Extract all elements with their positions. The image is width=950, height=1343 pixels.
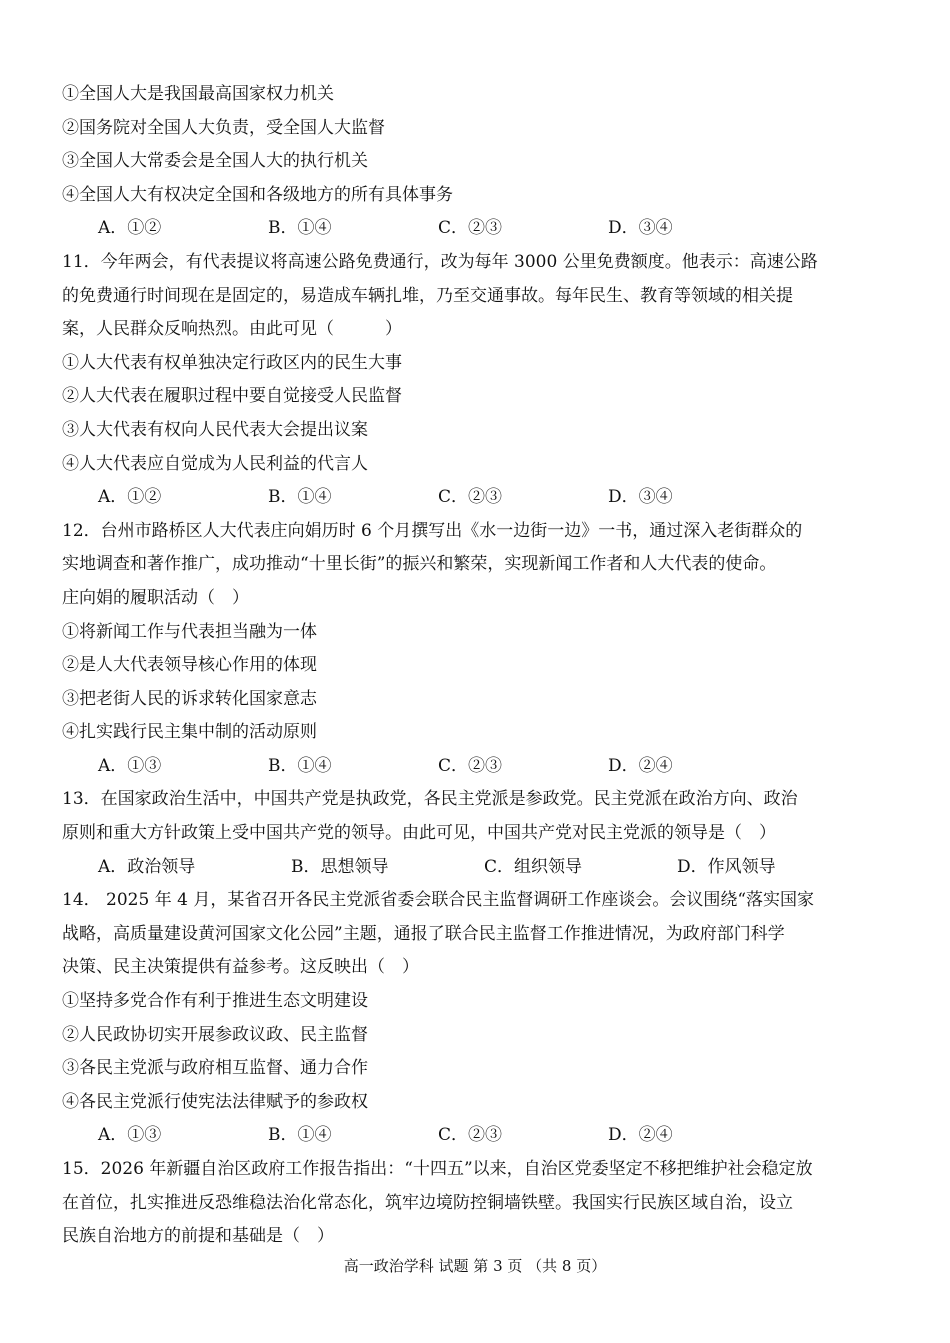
q13-stem-line: 原则和重大方针政策上受中国共产党的领导。由此可见，中国共产党对民主党派的领导是（ ） <box>62 823 776 844</box>
statement: ④人大代表应自觉成为人民利益的代言人 <box>62 453 368 474</box>
q11-stem-line: 11．今年两会，有代表提议将高速公路免费通行，改为每年 3000 公里免费额度。他表示：高速公路 <box>62 251 818 272</box>
option-a: A．①③ <box>98 755 162 776</box>
q14-options <box>62 1119 892 1153</box>
statement: ④扎实践行民主集中制的活动原则 <box>62 722 317 743</box>
q14-stem-line: 战略，高质量建设黄河国家文化公园”主题，通报了联合民主监督工作推进情况，为政府部门科学 <box>62 923 785 944</box>
q10-statements <box>62 78 892 212</box>
statement: ③把老街人民的诉求转化国家意志 <box>62 688 317 709</box>
q15-stem-line: 在首位，扎实推进反恐维稳法治化常态化，筑牢边境防控铜墙铁壁。我国实行民族区域自治，设立 <box>62 1192 793 1213</box>
option-c: C．②③ <box>438 218 503 239</box>
option-a: A．政治领导 <box>98 856 196 877</box>
statement: ②是人大代表领导核心作用的体现 <box>62 655 317 676</box>
q12-stem-line: 庄向娟的履职活动（ ） <box>62 587 249 608</box>
q12-stem-line: 实地调查和著作推广，成功推动“十里长街”的振兴和繁荣，实现新闻工作者和人大代表的使命。 <box>62 554 777 575</box>
q14-stem-line: 决策、民主决策提供有益参考。这反映出（ ） <box>62 957 419 978</box>
option-b: B．①④ <box>268 755 332 776</box>
option-c: C．②③ <box>438 755 503 776</box>
q13-options <box>62 851 892 885</box>
q11-options <box>62 481 892 515</box>
option-b: B．①④ <box>268 487 332 508</box>
statement: ①将新闻工作与代表担当融为一体 <box>62 621 317 642</box>
statement: ①全国人大是我国最高国家权力机关 <box>62 84 334 104</box>
statement: ③全国人大常委会是全国人大的执行机关 <box>62 151 368 172</box>
statement: ④各民主党派行使宪法法律赋予的参政权 <box>62 1091 368 1112</box>
q11-stem-line: 案，人民群众反响热烈。由此可见（ ） <box>62 319 402 340</box>
q15-stem-line: 15．2026 年新疆自治区政府工作报告指出：“十四五”以来，自治区党委坚定不移把维护社会稳定放 <box>62 1159 813 1179</box>
q14-stem-line: 14． 2025 年 4 月，某省召开各民主党派省委会联合民主监督调研工作座谈会。会议围绕“落实国家 <box>62 890 815 911</box>
option-b: B．①④ <box>268 1125 332 1146</box>
option-d: D．作风领导 <box>677 856 776 877</box>
option-d: D．③④ <box>608 487 673 508</box>
statement: ②国务院对全国人大负责，受全国人大监督 <box>62 117 385 138</box>
option-a: A．①③ <box>98 1125 162 1146</box>
statement: ④全国人大有权决定全国和各级地方的所有具体事务 <box>62 184 453 205</box>
statement: ①人大代表有权单独决定行政区内的民生大事 <box>62 352 402 373</box>
q11-stem-line: 的免费通行时间现在是固定的，易造成车辆扎堆，乃至交通事故。每年民生、教育等领域的相关提 <box>62 285 793 306</box>
option-d: D．②④ <box>608 755 673 776</box>
option-b: B．思想领导 <box>291 856 389 877</box>
option-c: C．组织领导 <box>484 856 583 877</box>
option-a: A．①② <box>98 218 162 239</box>
statement: ③各民主党派与政府相互监督、通力合作 <box>62 1058 368 1079</box>
option-c: C．②③ <box>438 1125 503 1146</box>
page-footer: 高一政治学科 试题 第 3 页 （共 8 页） <box>343 1257 607 1275</box>
q10-options <box>62 212 892 246</box>
q12-options <box>62 750 892 784</box>
q15-stem-line: 民族自治地方的前提和基础是（ ） <box>62 1226 334 1247</box>
q13-stem-line: 13．在国家政治生活中，中国共产党是执政党，各民主党派是参政党。民主党派在政治方向、政治 <box>62 789 798 810</box>
statement: ②人民政协切实开展参政议政、民主监督 <box>62 1024 368 1045</box>
option-d: D．②④ <box>608 1125 673 1146</box>
option-c: C．②③ <box>438 487 503 508</box>
option-a: A．①② <box>98 487 162 508</box>
statement: ②人大代表在履职过程中要自觉接受人民监督 <box>62 386 402 407</box>
option-b: B．①④ <box>268 218 332 239</box>
statement: ③人大代表有权向人民代表大会提出议案 <box>62 419 368 440</box>
option-d: D．③④ <box>608 218 673 239</box>
exam-page <box>62 78 892 1254</box>
q12-stem-line: 12．台州市路桥区人大代表庄向娟历时 6 个月撰写出《水一边街一边》一书，通过深入老街群众的 <box>62 520 803 541</box>
statement: ①坚持多党合作有利于推进生态文明建设 <box>62 991 368 1012</box>
